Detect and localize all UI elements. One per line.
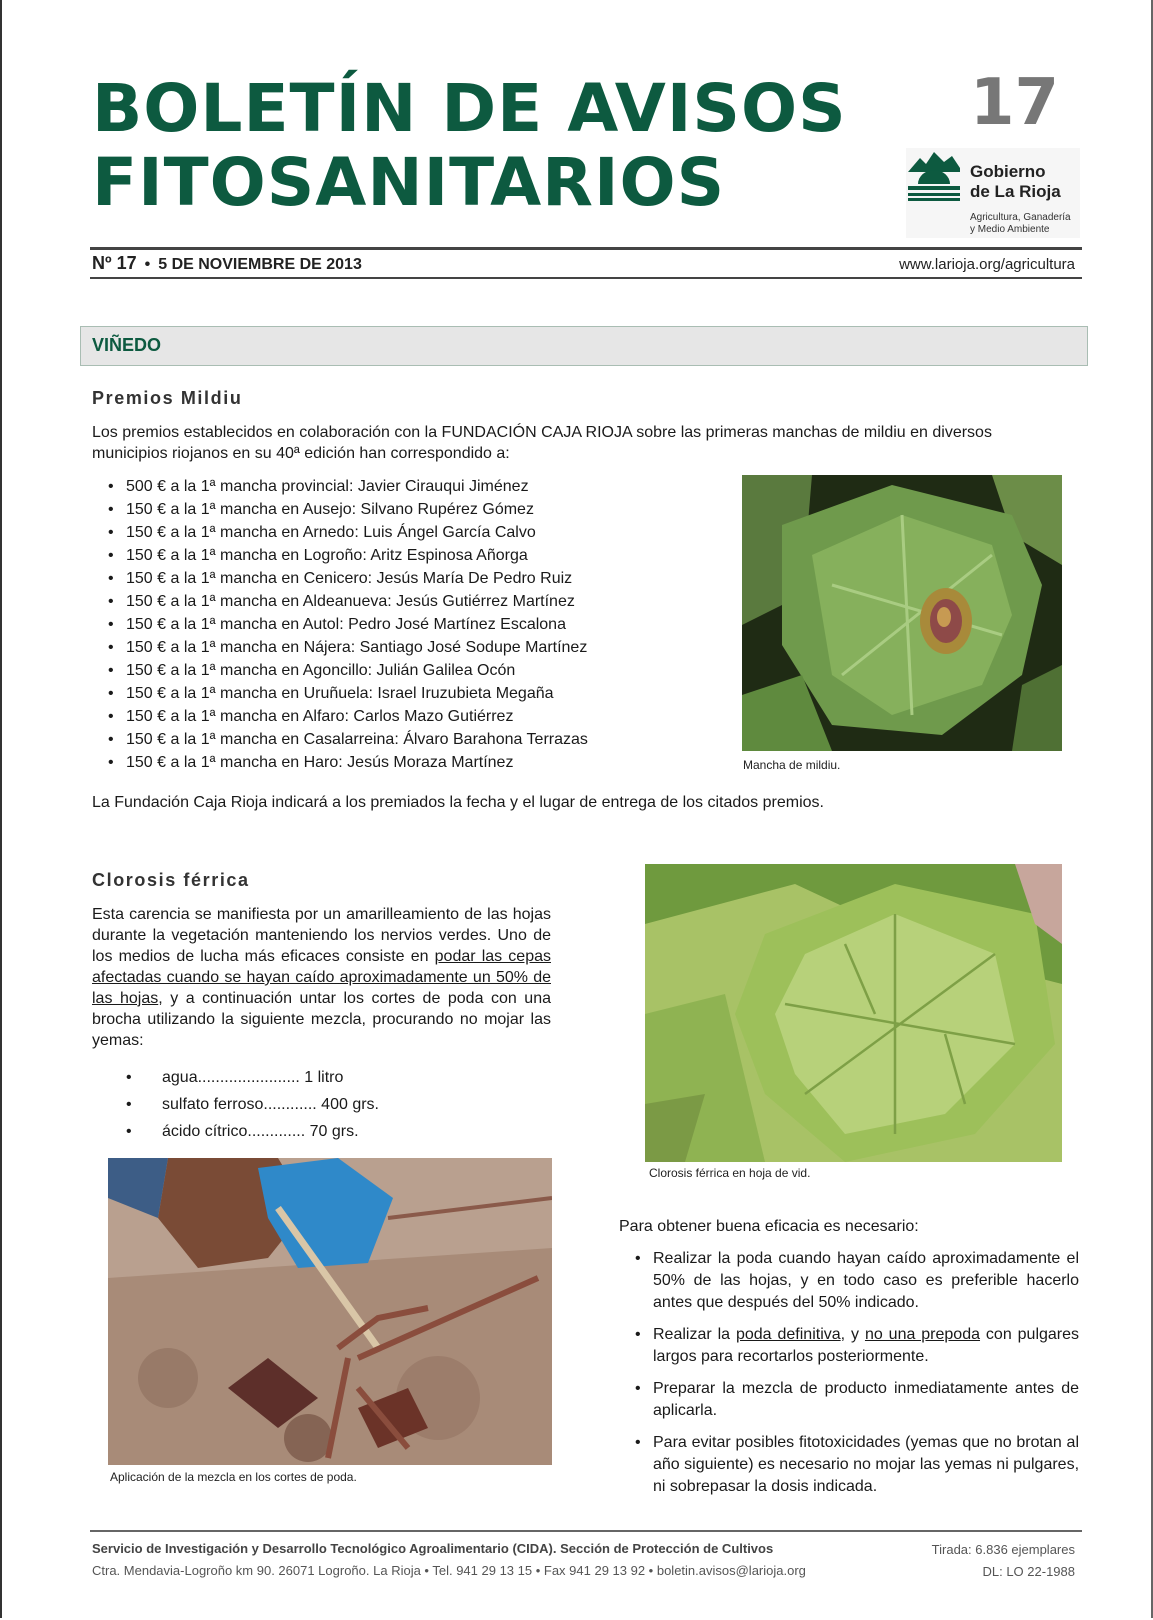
efficacy-item-text: , y xyxy=(840,1326,865,1343)
premios-intro-line-2: municipios riojanos en su 40ª edición han correspondido a: xyxy=(92,445,510,462)
winner-item: • 150 € a la 1ª mancha en Arnedo: Luis Ángel García Calvo xyxy=(108,521,728,544)
section-title: VIÑEDO xyxy=(92,335,162,355)
issue-number-big: 17 xyxy=(970,66,1060,140)
mixture-ingredient: • agua....................... 1 litro xyxy=(126,1064,546,1091)
clorosis-text-before: Esta carencia se manifiesta por un amarilleamiento de las hojas durante la vegetación manteniendo los nervios verdes. Uno de los medios de lucha más eficaces consiste en xyxy=(92,906,551,965)
winners-list xyxy=(108,475,728,774)
caption-mildew: Mancha de mildiu. xyxy=(743,758,841,772)
footer-service: Servicio de Investigación y Desarrollo Tecnológico Agroalimentario (CIDA). Sección de Protección de Cultivos xyxy=(92,1541,774,1556)
winner-item: • 150 € a la 1ª mancha en Haro: Jesús Moraza Martínez xyxy=(108,751,728,774)
footer-legal-deposit: DL: LO 22-1988 xyxy=(982,1564,1075,1579)
premios-closing: La Fundación Caja Rioja indicará a los premiados la fecha y el lugar de entrega de los citados premios. xyxy=(92,794,824,811)
winner-item: • 150 € a la 1ª mancha en Cenicero: Jesús María De Pedro Ruiz xyxy=(108,567,728,590)
photo-iron-chlorosis-leaf xyxy=(645,864,1062,1162)
separator-dot: • xyxy=(144,256,151,273)
winner-item: • 500 € a la 1ª mancha provincial: Javier Cirauqui Jiménez xyxy=(108,475,728,498)
winner-item: • 150 € a la 1ª mancha en Nájera: Santiago José Sodupe Martínez xyxy=(108,636,728,659)
bulletin-title xyxy=(92,72,847,220)
caption-pruning: Aplicación de la mezcla en los cortes de poda. xyxy=(110,1470,357,1484)
footer-contact: Ctra. Mendavia-Logroño km 90. 26071 Logroño. La Rioja • Tel. 941 29 13 15 • Fax 941 29 13 92 • boletin.avisos@larioja.org xyxy=(92,1563,806,1578)
logo-text-line-1: Gobierno xyxy=(970,162,1046,181)
winner-item: • 150 € a la 1ª mancha en Uruñuela: Israel Iruzubieta Megaña xyxy=(108,682,728,705)
winner-item: • 150 € a la 1ª mancha en Aldeanueva: Jesús Gutiérrez Martínez xyxy=(108,590,728,613)
gobierno-la-rioja-logo xyxy=(906,148,1080,238)
mixture-list xyxy=(126,1064,546,1145)
winner-item: • 150 € a la 1ª mancha en Casalarreina: Álvaro Barahona Terrazas xyxy=(108,728,728,751)
efficacy-item-underlined: poda definitiva xyxy=(735,1326,841,1343)
efficacy-intro: Para obtener buena eficacia es necesario: xyxy=(619,1218,919,1235)
winner-item: • 150 € a la 1ª mancha en Alfaro: Carlos Mazo Gutiérrez xyxy=(108,705,728,728)
photo-mildew-spot xyxy=(742,475,1062,751)
footer-rule xyxy=(90,1530,1082,1532)
mountain-sun-icon xyxy=(906,150,962,202)
efficacy-item: • Realizar la poda cuando hayan caído aproximadamente el 50% de las hojas, y en todo caso es preferible hacerlo antes que después del 50% indicado. xyxy=(635,1248,1079,1314)
footer-print-run: Tirada: 6.836 ejemplares xyxy=(931,1542,1075,1557)
clorosis-key-advice: podar las cepas afectadas cuando se hayan caído aproximadamente un 50% de las hojas xyxy=(92,948,551,1007)
winner-item: • 150 € a la 1ª mancha en Agoncillo: Julián Galilea Ocón xyxy=(108,659,728,682)
mixture-ingredient: • sulfato ferroso............ 400 grs. xyxy=(126,1091,546,1118)
premios-intro-line-1: Los premios establecidos en colaboración con la FUNDACIÓN CAJA RIOJA sobre las primeras manchas de mildiu en diversos xyxy=(92,424,992,441)
heading-premios-mildiu: Premios Mildiu xyxy=(92,388,243,408)
efficacy-item: • Preparar la mezcla de producto inmediatamente antes de aplicarla. xyxy=(635,1378,1079,1422)
issue-date: 5 DE NOVIEMBRE DE 2013 xyxy=(158,256,362,273)
clorosis-description xyxy=(92,904,551,1051)
logo-text-line-2: de La Rioja xyxy=(970,182,1061,201)
title-line-2: FITOSANITARIOS xyxy=(92,144,726,221)
photo-pruning-application xyxy=(108,1158,552,1465)
logo-department-line-2: y Medio Ambiente xyxy=(970,224,1050,235)
caption-chlorosis: Clorosis férrica en hoja de vid. xyxy=(649,1166,811,1180)
heading-clorosis-ferrica: Clorosis férrica xyxy=(92,870,250,890)
efficacy-list xyxy=(635,1248,1079,1508)
efficacy-item: • Para evitar posibles fitotoxicidades (yemas que no brotan al año siguiente) es necesario no mojar las yemas ni pulgares, ni sobrepasar la dosis indicada. xyxy=(635,1432,1079,1498)
winner-item: • 150 € a la 1ª mancha en Logroño: Aritz Espinosa Añorga xyxy=(108,544,728,567)
clorosis-text-after: , y a continuación untar los cortes de poda con una brocha utilizando la siguiente mezcla, procurando no mojar las yemas: xyxy=(92,990,552,1049)
efficacy-item-text: Realizar la xyxy=(653,1326,736,1343)
logo-department-line-1: Agricultura, Ganadería xyxy=(970,212,1071,223)
title-line-1: BOLETÍN DE AVISOS xyxy=(92,70,847,147)
section-header-vinedo xyxy=(80,326,1088,366)
issue-meta xyxy=(92,253,362,274)
winner-item: • 150 € a la 1ª mancha en Autol: Pedro José Martínez Escalona xyxy=(108,613,728,636)
issue-number: Nº 17 xyxy=(92,253,137,273)
efficacy-item-text: con pulgares largos para recortarlos posteriormente. xyxy=(653,1326,1080,1365)
mixture-ingredient: • ácido cítrico............. 70 grs. xyxy=(126,1118,546,1145)
website-link[interactable]: www.larioja.org/agricultura xyxy=(899,256,1075,273)
efficacy-item xyxy=(635,1324,1079,1368)
winner-item: • 150 € a la 1ª mancha en Ausejo: Silvano Rupérez Gómez xyxy=(108,498,728,521)
header-rule-bottom xyxy=(90,277,1082,279)
efficacy-item-underlined: no una prepoda xyxy=(864,1326,981,1343)
header-rule-top xyxy=(90,247,1082,250)
